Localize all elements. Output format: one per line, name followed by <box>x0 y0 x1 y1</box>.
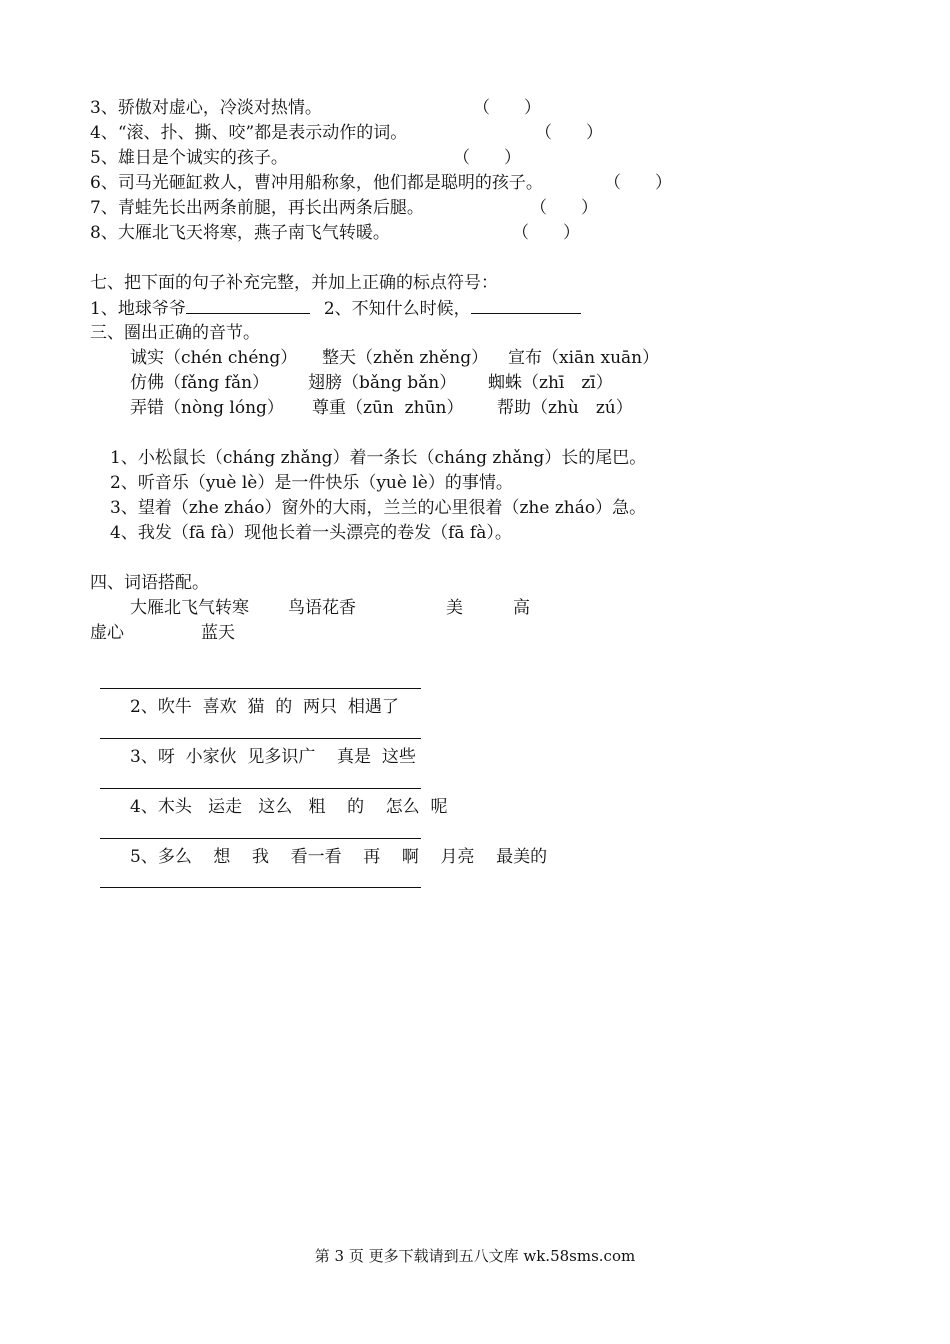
pinyin-sentence: 1、小松鼠长（cháng zhǎng）着一条长（cháng zhǎng）长的尾巴。 <box>110 448 647 468</box>
judgment-text: 5、雄日是个诚实的孩子。 <box>90 148 288 168</box>
section-7-items <box>90 298 581 319</box>
fill-item-2-label: 2、不知什么时候， <box>323 299 471 319</box>
pinyin-choice: 蜘蛛（zhī zī） <box>488 373 613 393</box>
judgment-item-7 <box>90 198 424 218</box>
pinyin-choice: 诚实（chén chéng） <box>130 348 298 368</box>
pinyin-choice: 帮助（zhù zú） <box>497 398 633 418</box>
judgment-paren: （ ） <box>473 98 541 118</box>
pinyin-sentence: 2、听音乐（yuè lè）是一件快乐（yuè lè）的事情。 <box>110 473 513 493</box>
judgment-item-3 <box>90 98 322 118</box>
judgment-item-8 <box>90 223 390 243</box>
pinyin-choice: 弄错（nòng lóng） <box>130 398 284 418</box>
judgment-text: 7、青蛙先长出两条前腿，再长出两条后腿。 <box>90 198 424 218</box>
reorder-item: 2、吹牛 喜欢 猫 的 两只 相遇了 <box>130 697 399 717</box>
match-word: 美 <box>446 598 463 618</box>
pinyin-choice: 整天（zhěn zhěng） <box>322 348 489 368</box>
reorder-item: 5、多么 想 我 看一看 再 啊 月亮 最美的 <box>130 847 548 867</box>
fill-blank-2[interactable] <box>471 298 581 314</box>
judgment-text: 8、大雁北飞天将寒，燕子南飞气转暖。 <box>90 223 390 243</box>
judgment-item-6 <box>90 173 543 193</box>
match-word: 鸟语花香 <box>288 598 356 618</box>
judgment-text: 4、“滚、扑、撕、咬”都是表示动作的词。 <box>90 123 408 143</box>
section-4-title: 四、词语搭配。 <box>90 573 209 593</box>
pinyin-choice: 宣布（xiān xuān） <box>508 348 660 368</box>
reorder-item: 3、呀 小家伙 见多识广 真是 这些 <box>130 747 416 767</box>
judgment-item-5 <box>90 148 288 168</box>
page-footer: 第 3 页 更多下载请到五八文库 wk.58sms.com <box>314 1247 636 1265</box>
judgment-paren: （ ） <box>512 223 580 243</box>
pinyin-sentence: 4、我发（fā fà）现他长着一头漂亮的卷发（fā fà）。 <box>110 523 512 543</box>
match-word: 大雁北飞气转寒 <box>130 598 249 618</box>
pinyin-choice: 翅膀（bǎng bǎn） <box>308 373 457 393</box>
pinyin-choice: 仿佛（fǎng fǎn） <box>130 373 270 393</box>
judgment-paren: （ ） <box>453 148 521 168</box>
judgment-text: 3、骄傲对虚心，冷淡对热情。 <box>90 98 322 118</box>
judgment-paren: （ ） <box>535 123 603 143</box>
judgment-text: 6、司马光砸缸救人，曹冲用船称象，他们都是聪明的孩子。 <box>90 173 543 193</box>
reorder-item: 4、木头 运走 这么 粗 的 怎么 呢 <box>130 797 448 817</box>
answer-line[interactable] <box>100 688 421 689</box>
judgment-paren: （ ） <box>604 173 672 193</box>
pinyin-sentence: 3、望着（zhe zháo）窗外的大雨，兰兰的心里很着（zhe zháo）急。 <box>110 498 647 518</box>
answer-line[interactable] <box>100 788 421 789</box>
judgment-item-4 <box>90 123 407 143</box>
answer-line[interactable] <box>100 887 421 888</box>
match-word: 高 <box>513 598 530 618</box>
section-3-title: 三、圈出正确的音节。 <box>90 323 260 343</box>
match-word: 蓝天 <box>201 623 235 643</box>
answer-line[interactable] <box>100 838 421 839</box>
match-word: 虚心 <box>90 623 124 643</box>
section-7-title: 七、把下面的句子补充完整，并加上正确的标点符号： <box>90 273 498 293</box>
pinyin-choice: 尊重（zūn zhūn） <box>312 398 464 418</box>
fill-item-1-label: 1、地球爷爷 <box>90 299 186 319</box>
fill-blank-1[interactable] <box>186 298 310 314</box>
answer-line[interactable] <box>100 738 421 739</box>
judgment-paren: （ ） <box>530 198 598 218</box>
